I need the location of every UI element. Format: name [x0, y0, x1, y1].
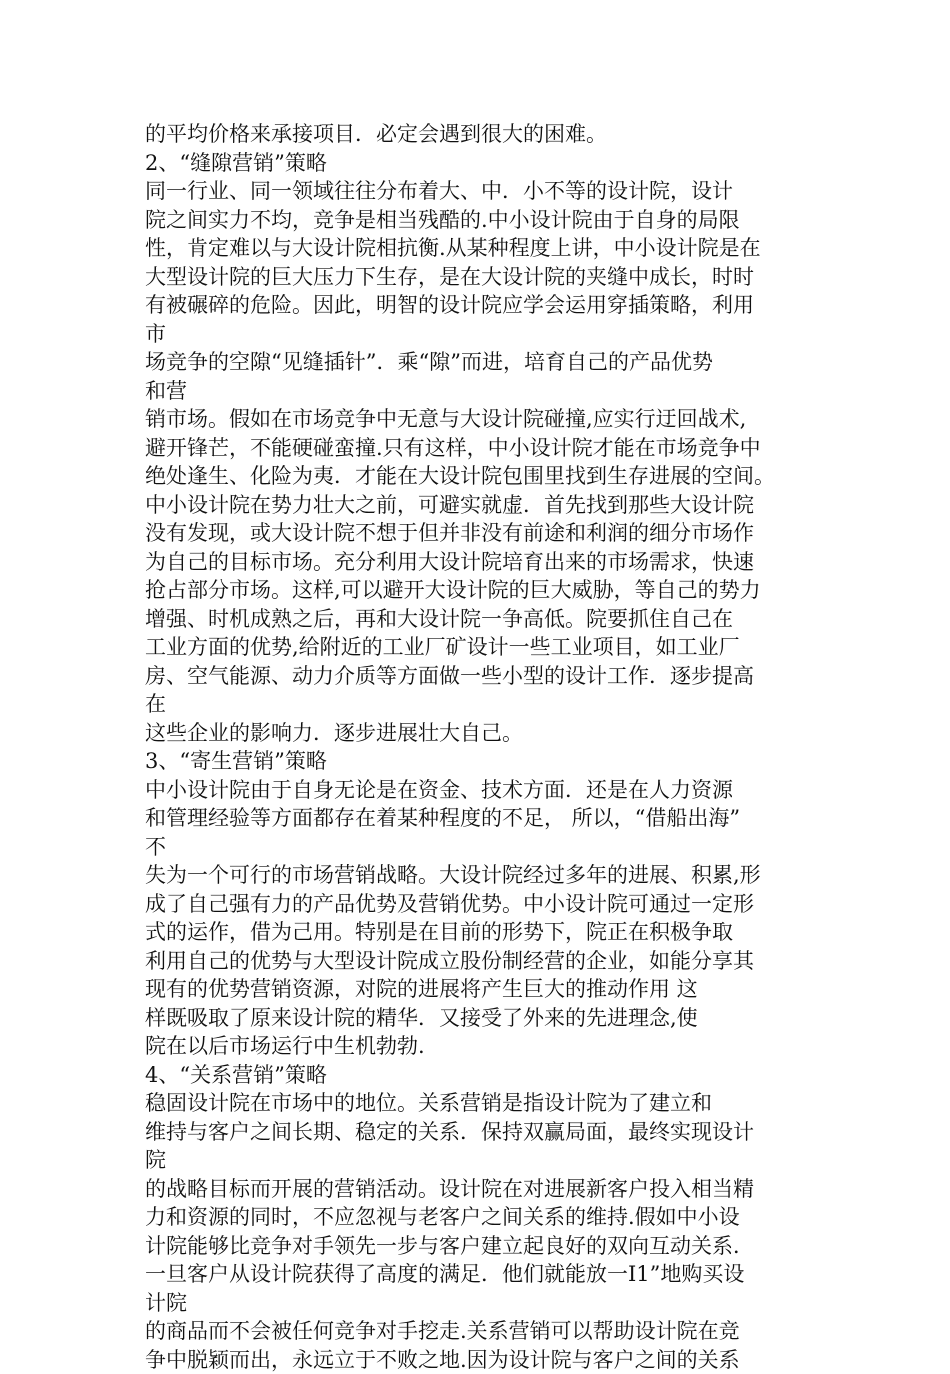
text-line: 场竞争的空隙“见缝插针”．乘“隙”而进，培育自己的产品优势 [145, 348, 825, 377]
text-line: 现有的优势营销资源，对院的进展将产生巨大的推动作用 这 [145, 975, 825, 1004]
text-line: 有被碾碎的危险。因此，明智的设计院应学会运用穿插策略，利用 [145, 291, 825, 320]
document-body [145, 120, 825, 1374]
text-line: 工业方面的优势,给附近的工业厂矿设计一些工业项目，如工业厂 [145, 633, 825, 662]
text-line: 性，肯定难以与大设计院相抗衡.从某种程度上讲，中小设计院是在 [145, 234, 825, 263]
text-line: 利用自己的优势与大型设计院成立股份制经营的企业，如能分享其 [145, 947, 825, 976]
text-line: 的战略目标而开展的营销活动。设计院在对进展新客户投入相当精 [145, 1175, 825, 1204]
text-line: 失为一个可行的市场营销战略。大设计院经过多年的进展、积累,形 [145, 861, 825, 890]
section-heading: 2、“缝隙营销”策略 [145, 149, 825, 178]
text-line: 一旦客户从设计院获得了高度的满足．他们就能放一I1”地购买设 [145, 1260, 825, 1289]
text-line: 计院能够比竞争对手领先一步与客户建立起良好的双向互动关系． [145, 1232, 825, 1261]
text-line: 为自己的目标市场。充分利用大设计院培育出来的市场需求，快速 [145, 548, 825, 577]
section-heading: 4、“关系营销”策略 [145, 1061, 825, 1090]
text-line: 的平均价格来承接项目．必定会遇到很大的困难。 [145, 120, 825, 149]
text-line: 抢占部分市场。这样,可以避开大设计院的巨大威胁，等自己的势力 [145, 576, 825, 605]
text-line: 中小设计院在势力壮大之前，可避实就虚．首先找到那些大设计院 [145, 491, 825, 520]
text-line: 中小设计院由于自身无论是在资金、技术方面．还是在人力资源 [145, 776, 825, 805]
text-line: 避开锋芒，不能硬碰蛮撞.只有这样，中小设计院才能在市场竞争中 [145, 434, 825, 463]
text-line: 房、空气能源、动力介质等方面做一些小型的设计工作．逐步提高 [145, 662, 825, 691]
text-line: 没有发现，或大设计院不想于但并非没有前途和利润的细分市场作 [145, 519, 825, 548]
text-line: 销市场。假如在市场竞争中无意与大设计院碰撞,应实行迂回战术, [145, 405, 825, 434]
text-line: 同一行业、同一领域往往分布着大、中．小不等的设计院，设计 [145, 177, 825, 206]
text-line: 维持与客户之间长期、稳定的关系．保持双赢局面，最终实现设计 [145, 1118, 825, 1147]
section-heading: 3、“寄生营销”策略 [145, 747, 825, 776]
text-line: 院在以后市场运行中生机勃勃. [145, 1032, 825, 1061]
text-line: 计院 [145, 1289, 825, 1318]
text-line: 不 [145, 833, 825, 862]
text-line: 大型设计院的巨大压力下生存，是在大设计院的夹缝中成长，时时 [145, 263, 825, 292]
text-line: 在 [145, 690, 825, 719]
text-line: 市 [145, 320, 825, 349]
text-line: 这些企业的影响力．逐步进展壮大自己。 [145, 719, 825, 748]
text-line: 绝处逢生、化险为夷．才能在大设计院包围里找到生存进展的空间。 [145, 462, 825, 491]
text-line: 院 [145, 1146, 825, 1175]
text-line: 院之间实力不均，竞争是相当残酷的.中小设计院由于自身的局限 [145, 206, 825, 235]
text-line: 成了自己强有力的产品优势及营销优势。中小设计院可通过一定形 [145, 890, 825, 919]
text-line: 稳固设计院在市场中的地位。关系营销是指设计院为了建立和 [145, 1089, 825, 1118]
text-line: 和营 [145, 377, 825, 406]
text-line: 争中脱颖而出，永远立于不败之地.因为设计院与客户之间的关系 [145, 1346, 825, 1374]
text-line: 增强、时机成熟之后，再和大设计院一争高低。院要抓住自己在 [145, 605, 825, 634]
text-line: 力和资源的同时，不应忽视与老客户之间关系的维持.假如中小设 [145, 1203, 825, 1232]
text-line: 样既吸取了原来设计院的精华．又接受了外来的先进理念,使 [145, 1004, 825, 1033]
text-line: 的商品而不会被任何竞争对手挖走.关系营销可以帮助设计院在竞 [145, 1317, 825, 1346]
text-line: 和管理经验等方面都存在着某种程度的不足， 所以，“借船出海” [145, 804, 825, 833]
text-line: 式的运作，借为己用。特别是在目前的形势下，院正在积极争取 [145, 918, 825, 947]
